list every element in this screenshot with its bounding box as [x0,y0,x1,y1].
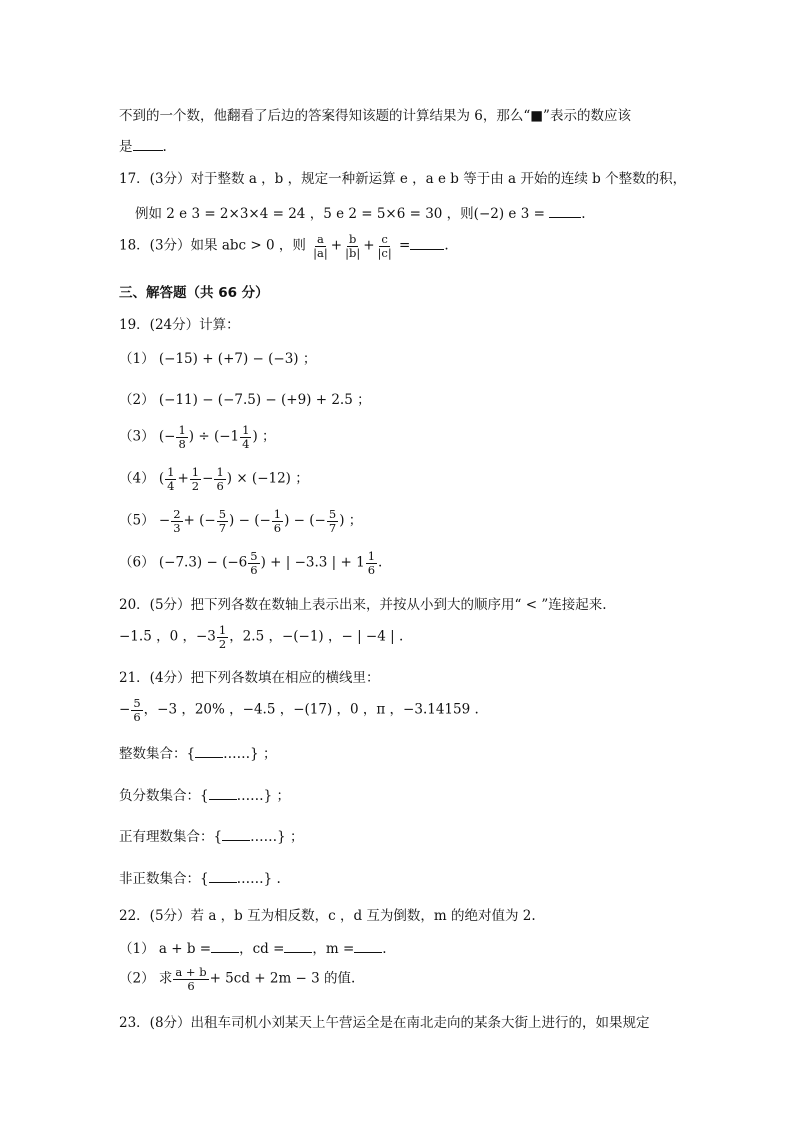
question-17-end: . [581,206,586,222]
expr-text: ) ； [339,512,363,529]
set-positive-rationals [119,825,303,845]
question-17-line-1: 17．(3分）对于整数 a ，b ，规定一种新运算 e ，a e b 等于由 a 开始的连续 b 个整数的积， [119,171,687,187]
numerator: 1 [273,507,282,521]
answer-blank [410,237,444,250]
denominator: 3 [173,520,181,535]
expr-text: + 5cd + 2m − 3 的值. [209,970,356,987]
question-17-example: 例如 2 e 3 = 2×3×4 = 24 ，5 e 2 = 5×6 = 30 ，则(−2) e 3 = [135,206,545,222]
answer-blank [209,870,237,883]
expr-text: （3） (− [119,428,176,445]
fraction [171,508,182,534]
fraction [173,966,208,992]
question-19-part-3 [119,424,276,450]
expr-text: ，m = [312,941,355,957]
set-tail: ……} ； [250,829,304,845]
set-label: 非正数集合：{ [119,871,209,887]
denominator: |a| [313,245,328,260]
expr-text: ) − (− [284,512,326,529]
fraction [376,233,394,259]
expr-text: （6） (−7.3) − (−6 [119,554,248,571]
answer-blank [211,940,239,953]
answer-blank [284,940,312,953]
numerator: 1 [367,549,376,563]
fraction [248,550,259,576]
denominator: 6 [250,562,258,577]
equals-sign: = [399,237,411,254]
set-label: 正有理数集合：{ [119,829,223,845]
question-19-part-6 [119,550,382,576]
numerator: 1 [178,423,186,437]
fraction [327,508,338,534]
fraction [366,550,377,576]
fraction [311,233,330,259]
fraction [165,466,176,492]
fraction [190,466,201,492]
numerator: 1 [191,465,200,479]
fraction [217,624,228,650]
number-list: ，2.5 ，−(−1) ，− | −4 | . [229,628,404,645]
answer-blank [133,138,163,151]
expr-text: ，cd = [239,941,285,957]
question-17-line-2 [135,202,585,222]
set-non-positive [119,867,281,887]
numerator: 1 [216,465,224,479]
fraction [176,424,187,450]
numerator: 1 [167,465,175,479]
question-21-numbers [119,697,479,723]
question-23-line-1: 23．(8分）出租车司机小刘某天上午营运全是在南北走向的某条大街上进行的，如果规定 [119,1015,650,1031]
set-tail: ……} ； [236,788,290,804]
numerator: 2 [173,507,181,521]
denominator: 2 [191,478,200,493]
numerator: 5 [328,507,337,521]
set-label: 负分数集合：{ [119,788,209,804]
fraction [272,508,283,534]
fraction [214,466,225,492]
fraction [131,697,142,723]
denominator: 6 [187,978,195,993]
expr-text: + [177,470,189,487]
expr-text: ) − (− [229,512,271,529]
expr-text: . [378,554,383,571]
intro-line-2-end: . [162,139,167,155]
numerator: a + b [175,965,207,979]
fraction [217,508,228,534]
question-19-title: 19．(24分）计算： [119,317,240,333]
denominator: 7 [218,520,227,535]
expr-text: ) ÷ (−1 [188,428,240,445]
denominator: |b| [345,245,361,260]
question-21-line-1: 21．(4分）把下列各数填在相应的横线里： [119,670,380,686]
expr-text: （4） ( [119,470,165,487]
question-22-part-1 [119,937,387,957]
expr-text: ) × (−12) ； [226,470,309,487]
question-18: 18．(3分）如果 abc > 0 ，则 $\frac{a}{|a|}$ + $\frac{b}{|b|}$ + $\frac{c}{|c|}$ = . [119,232,449,260]
set-integers [119,742,276,762]
numerator: 5 [133,696,141,710]
denominator: 7 [328,520,337,535]
numerator: b [348,232,357,246]
question-22-line-1: 22．(5分）若 a ，b 互为相反数，c ，d 互为倒数，m 的绝对值为 2. [119,908,536,924]
intro-line-1: 不到的一个数，他翻看了后边的答案得知该题的计算结果为 6，那么“■”表示的数应该 [119,108,631,124]
expr-text: （5） − [119,512,171,529]
answer-blank [222,828,250,841]
expr-text: − [202,470,214,487]
denominator: 2 [218,636,227,651]
question-19-part-5 [119,508,362,534]
numerator: 5 [218,507,227,521]
expr-text: ) ； [252,428,276,445]
numerator: 5 [250,549,258,563]
section-heading: 三、解答题（共 66 分） [119,285,269,301]
question-19-part-1: （1） (−15) + (+7) − (−3) ； [119,351,317,367]
fraction [240,424,251,450]
denominator: 4 [242,436,250,451]
numerator: 1 [242,423,250,437]
numerator: a [317,232,324,246]
denominator: 6 [133,709,141,724]
numerator: 1 [218,623,227,637]
expr-text: . [382,941,387,957]
answer-blank [549,205,581,218]
set-label: 整数集合：{ [119,746,196,762]
question-18-text: 18．(3分）如果 abc > 0 ，则 [119,237,306,254]
question-20-line-1: 20．(5分）把下列各数在数轴上表示出来，并按从小到大的顺序用“ < ”连接起来. [119,597,607,613]
number-list: − [119,701,131,718]
fraction [343,233,362,259]
intro-line-2-text: 是 [119,139,133,155]
denominator: 6 [216,478,224,493]
set-negative-fractions [119,784,290,804]
set-tail: ……} ； [223,746,277,762]
denominator: |c| [377,245,392,260]
denominator: 8 [178,436,186,451]
expr-text: （1） a + b = [119,941,212,957]
expr-text: + (− [183,512,216,529]
answer-blank [195,745,223,758]
question-18-end: . [444,237,449,254]
question-19-part-4 [119,466,309,492]
question-22-part-2 [119,966,355,992]
expr-text: （2） 求 [119,970,173,987]
set-tail: ……} . [236,871,281,887]
question-20-numbers [119,624,403,650]
numerator: c [381,232,388,246]
question-19-part-2: （2） (−11) − (−7.5) − (+9) + 2.5 ； [119,392,371,408]
denominator: 6 [273,520,282,535]
number-list: ，−3 ，20% ，−4.5 ，−(17) ，0 ，π ，−3.14159 . [143,701,479,718]
denominator: 6 [367,562,376,577]
intro-line-2 [119,135,167,155]
answer-blank [209,787,237,800]
denominator: 4 [167,478,175,493]
number-list: −1.5 ，0 ，−3 [119,628,216,645]
expr-text: ) + | −3.3 | + 1 [260,554,365,571]
answer-blank [354,940,382,953]
